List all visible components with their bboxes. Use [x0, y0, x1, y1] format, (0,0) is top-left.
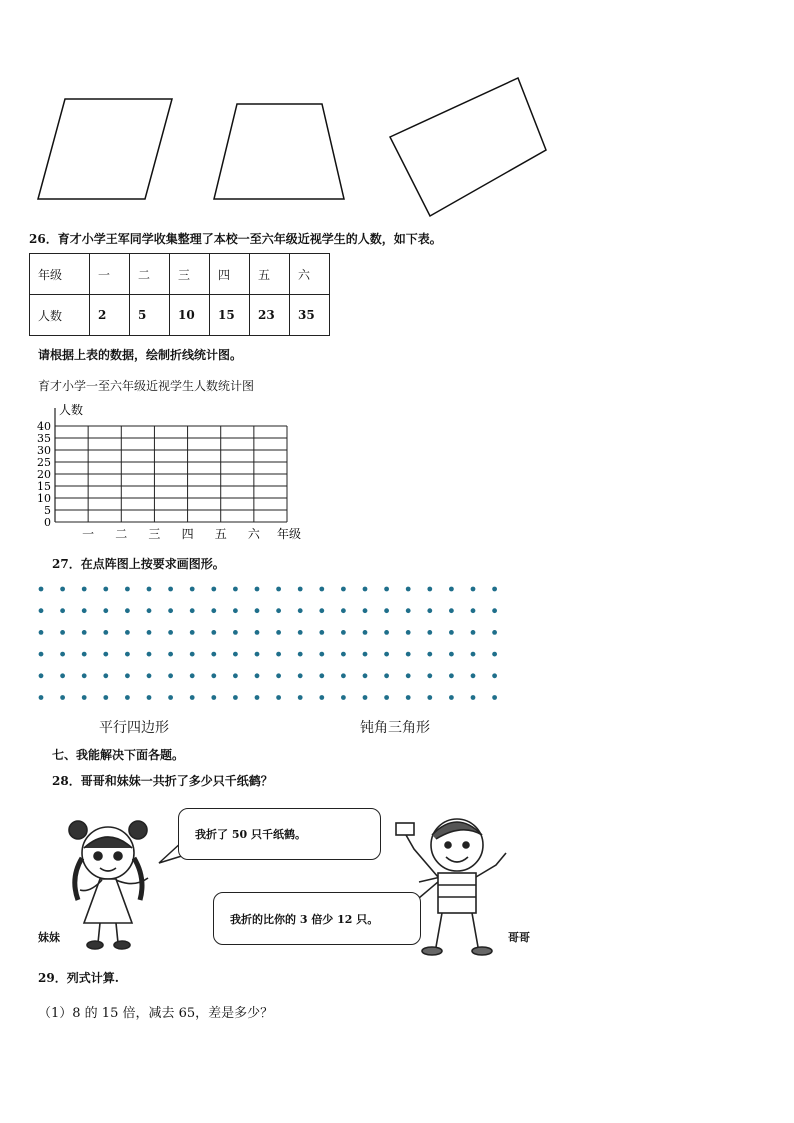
grid-dot [39, 608, 44, 613]
grid-dot [60, 695, 65, 700]
grid-dot [60, 652, 65, 657]
grid-dot [492, 587, 497, 592]
grid-dot [147, 652, 152, 657]
grid-dot [363, 608, 368, 613]
grid-dot [255, 587, 260, 592]
table-cell-count: 10 [170, 295, 210, 336]
grid-dot [319, 630, 324, 635]
grid-dot [233, 587, 238, 592]
grid-dot [168, 630, 173, 635]
grid-dot [211, 587, 216, 592]
grid-dot [341, 695, 346, 700]
grid-dot [168, 652, 173, 657]
grid-dot [492, 695, 497, 700]
grid-dot [168, 695, 173, 700]
grid-dot [449, 673, 454, 678]
grid-dot [276, 587, 281, 592]
q29-prompt: 29．列式计算. [38, 971, 119, 985]
grid-dot [147, 630, 152, 635]
rotated-rectangle-shape [390, 78, 546, 216]
grid-dot [190, 587, 195, 592]
grid-dot [319, 608, 324, 613]
y-tick-label: 40 [37, 420, 51, 433]
grid-dot [341, 630, 346, 635]
grid-dot [319, 673, 324, 678]
grid-dot [233, 652, 238, 657]
grid-dot [449, 630, 454, 635]
grid-dot [363, 695, 368, 700]
y-tick-label: 30 [37, 444, 51, 457]
grid-dot [60, 587, 65, 592]
grid-dot [125, 587, 130, 592]
grid-dot [319, 652, 324, 657]
grid-dot [190, 673, 195, 678]
grid-dot [427, 608, 432, 613]
x-tick-label: 六 [247, 527, 260, 541]
grid-dot [211, 630, 216, 635]
grid-dot [147, 695, 152, 700]
q27-prompt: 27．在点阵图上按要求画图形。 [52, 557, 225, 571]
label-parallelogram: 平行四边形 [99, 720, 169, 736]
girl-illustration [50, 808, 185, 953]
grid-dot [233, 673, 238, 678]
grid-dot [39, 587, 44, 592]
x-tick-label: 四 [181, 527, 194, 541]
grid-dot [190, 630, 195, 635]
y-tick-label: 10 [37, 492, 51, 505]
grid-dot [82, 652, 87, 657]
table-row [30, 295, 330, 336]
grid-dot [276, 673, 281, 678]
grid-dot [449, 587, 454, 592]
grid-dot [190, 608, 195, 613]
grid-dot [276, 608, 281, 613]
grid-dot [103, 673, 108, 678]
grid-dot [319, 587, 324, 592]
grid-dot [276, 630, 281, 635]
grid-dot [427, 587, 432, 592]
grid-dot [82, 695, 87, 700]
grid-dot [298, 652, 303, 657]
grid-dot [60, 630, 65, 635]
table-cell-grade: 五 [250, 254, 290, 295]
grid-dot [406, 630, 411, 635]
grid-dot [190, 652, 195, 657]
y-tick-label: 35 [37, 432, 51, 445]
grid-dot [255, 608, 260, 613]
table-count-label: 人数 [30, 295, 90, 336]
table-cell-grade: 一 [90, 254, 130, 295]
grid-dot [341, 673, 346, 678]
label-boy: 哥哥 [508, 931, 530, 944]
grid-dot [125, 673, 130, 678]
grid-dot [341, 587, 346, 592]
y-axis-label: 人数 [59, 403, 84, 417]
grid-dot [449, 652, 454, 657]
grid-dot [211, 673, 216, 678]
grid-dot [82, 673, 87, 678]
grid-dot [298, 587, 303, 592]
x-tick-label: 二 [115, 527, 128, 541]
grid-dot [125, 695, 130, 700]
grid-dot [168, 673, 173, 678]
grid-dot [255, 630, 260, 635]
grid-dot [427, 630, 432, 635]
grid-dot [384, 673, 389, 678]
x-tick-label: 一 [82, 527, 95, 541]
grid-dot [298, 695, 303, 700]
speech-bubble-bottom: 我折的比你的 3 倍少 12 只。 [213, 892, 421, 945]
grid-dot [471, 652, 476, 657]
grid-dot [406, 608, 411, 613]
grid-dot [103, 630, 108, 635]
table-cell-grade: 三 [170, 254, 210, 295]
chart-title: 育才小学一至六年级近视学生人数统计图 [38, 379, 255, 393]
grid-dot [492, 673, 497, 678]
table-cell-grade: 六 [290, 254, 330, 295]
grid-dot [39, 630, 44, 635]
grid-dot [39, 673, 44, 678]
grid-dot [384, 608, 389, 613]
table-cell-count: 35 [290, 295, 330, 336]
x-axis-label: 年级 [276, 527, 302, 541]
grid-dot [125, 630, 130, 635]
grid-dot [168, 587, 173, 592]
grid-dot [492, 608, 497, 613]
table-cell-count: 15 [210, 295, 250, 336]
grid-dot [471, 673, 476, 678]
grid-dot [319, 695, 324, 700]
grid-dot [449, 608, 454, 613]
grid-dot [255, 673, 260, 678]
grid-dot [363, 587, 368, 592]
grid-dot [211, 695, 216, 700]
grid-dot [168, 608, 173, 613]
grid-dot [492, 652, 497, 657]
grid-dot [298, 630, 303, 635]
grid-dot [427, 695, 432, 700]
q26-instruction: 请根据上表的数据，绘制折线统计图。 [38, 348, 243, 362]
grid-dot [384, 652, 389, 657]
x-tick-label: 三 [148, 527, 161, 541]
grid-dot [406, 695, 411, 700]
table-cell-grade: 二 [130, 254, 170, 295]
table-row [30, 254, 330, 295]
q28-prompt: 28．哥哥和妹妹一共折了多少只千纸鹤？ [52, 774, 273, 788]
grid-dot [82, 630, 87, 635]
grid-dot [255, 652, 260, 657]
grid-dot [406, 652, 411, 657]
y-tick-label: 25 [37, 456, 51, 469]
grid-dot [60, 608, 65, 613]
grid-dot [39, 652, 44, 657]
line-chart-grid [30, 398, 320, 543]
grid-dot [211, 652, 216, 657]
grid-dot [211, 608, 216, 613]
grid-dot [363, 652, 368, 657]
grid-dot [103, 695, 108, 700]
grid-dot [60, 673, 65, 678]
grid-dot [471, 630, 476, 635]
dot-grid [30, 580, 530, 705]
grid-dot [103, 608, 108, 613]
grid-dot [427, 652, 432, 657]
y-tick-label: 15 [37, 480, 51, 493]
x-tick-label: 五 [214, 527, 227, 541]
y-tick-label: 0 [44, 516, 51, 529]
table-cell-grade: 四 [210, 254, 250, 295]
grid-dot [190, 695, 195, 700]
trapezoid-shape [214, 104, 344, 199]
label-girl: 妹妹 [38, 931, 60, 944]
grid-dot [255, 695, 260, 700]
q29-item1: （1）8 的 15 倍，减去 65，差是多少？ [38, 1006, 274, 1021]
grid-dot [471, 608, 476, 613]
grid-dot [125, 652, 130, 657]
parallelogram-shape [38, 99, 172, 199]
table-cell-count: 5 [130, 295, 170, 336]
grid-dot [406, 587, 411, 592]
table-cell-count: 2 [90, 295, 130, 336]
grid-dot [427, 673, 432, 678]
speech-bubble-top: 我折了 50 只千纸鹤。 [178, 808, 381, 860]
grid-dot [82, 587, 87, 592]
grid-dot [449, 695, 454, 700]
y-tick-label: 20 [37, 468, 51, 481]
grid-dot [384, 587, 389, 592]
section-7-title: 七、我能解决下面各题。 [52, 748, 185, 762]
grid-dot [341, 608, 346, 613]
grid-dot [406, 673, 411, 678]
table-cell-count: 23 [250, 295, 290, 336]
myopia-data-table [29, 253, 330, 336]
y-tick-label: 5 [44, 504, 51, 517]
grid-dot [384, 630, 389, 635]
grid-dot [147, 673, 152, 678]
grid-dot [276, 652, 281, 657]
grid-dot [363, 673, 368, 678]
grid-dot [125, 608, 130, 613]
grid-dot [471, 587, 476, 592]
q26-prompt: 26．育才小学王军同学收集整理了本校一至六年级近视学生的人数，如下表。 [29, 232, 442, 246]
grid-dot [103, 587, 108, 592]
grid-dot [298, 673, 303, 678]
grid-dot [147, 587, 152, 592]
grid-dot [341, 652, 346, 657]
grid-dot [471, 695, 476, 700]
grid-dot [233, 608, 238, 613]
grid-dot [298, 608, 303, 613]
boy-illustration [392, 805, 522, 960]
grid-dot [233, 630, 238, 635]
label-obtuse-triangle: 钝角三角形 [360, 720, 430, 736]
grid-dot [39, 695, 44, 700]
grid-dot [492, 630, 497, 635]
grid-dot [363, 630, 368, 635]
grid-dot [384, 695, 389, 700]
grid-dot [276, 695, 281, 700]
table-head-label: 年级 [30, 254, 90, 295]
grid-dot [147, 608, 152, 613]
grid-dot [82, 608, 87, 613]
grid-dot [103, 652, 108, 657]
shapes-figure [0, 70, 794, 230]
grid-dot [233, 695, 238, 700]
